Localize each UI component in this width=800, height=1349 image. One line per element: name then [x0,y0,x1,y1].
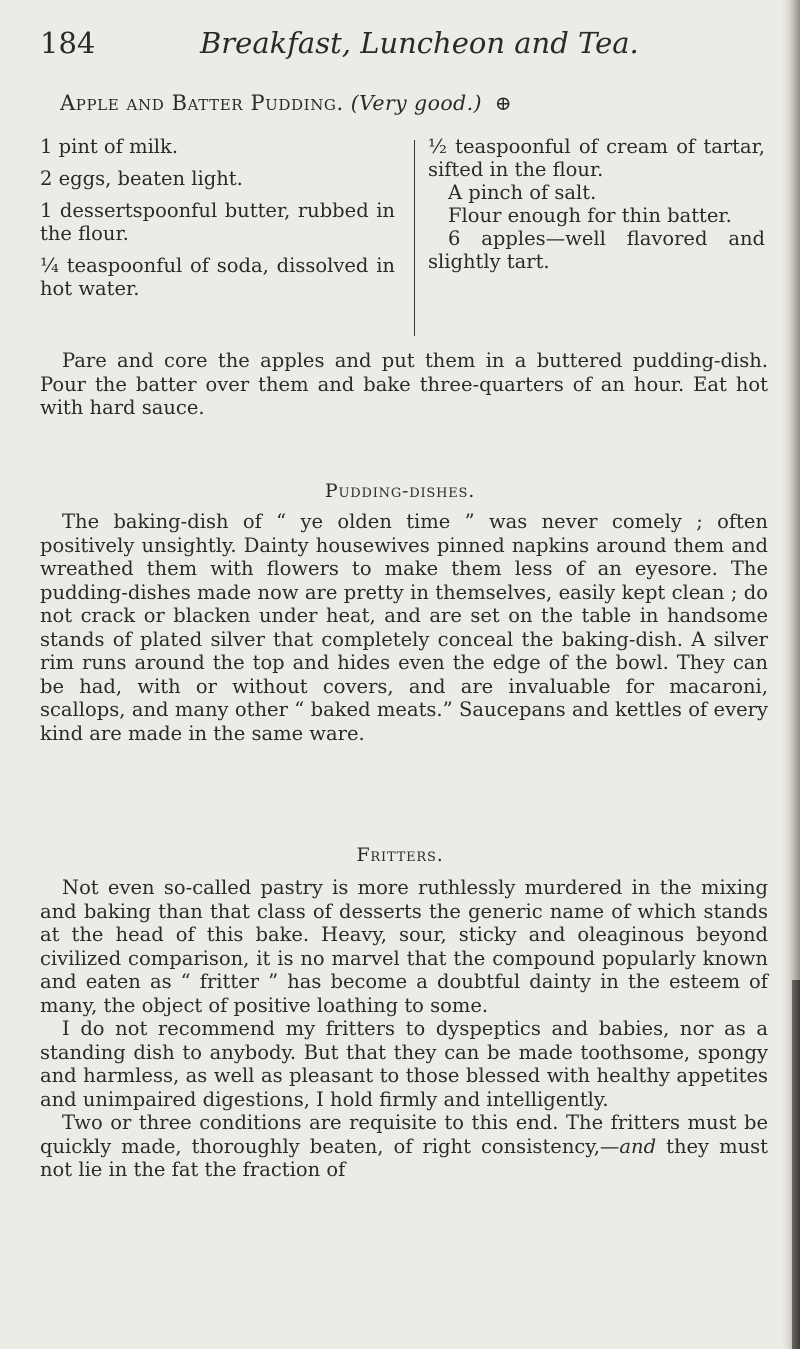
fritters-paragraph-3-start: Two or three conditions are requisite to this end. The fritters must be quickly made, thoroughly beaten, of right consistency,— [40,1111,768,1158]
fritters-paragraph-1: Not even so-called pastry is more ruthlessly murdered in the mixing and baking than that class of desserts the generic name of which stands at the head of this bake. Heavy, sour, sticky and oleaginous beyond civilized comparison, it is no marvel that the compound popularly known and eaten as “ fritter ” has become a doubtful dainty in the esteem of many, the object of positive loathing to some. [40,876,768,1017]
directions-paragraph: Pare and core the apples and put them in a buttered pudding-dish. Pour the batter over them and bake three-quarters of an hour. Eat hot with hard sauce. [40,349,768,419]
fritters-paragraph-3 [40,1111,768,1182]
section-heading-fritters: Fritters. [356,844,444,866]
ingredient-item: ¼ teaspoonful of soda, dissolved in hot water. [40,254,395,300]
recipe-title: Apple and Batter Pudding. [60,91,344,115]
ingredient-item: Flour enough for thin batter. [448,204,732,227]
recipe-symbol: ⊕ [494,91,512,115]
page-header [40,22,760,66]
column-divider [414,140,415,336]
recipe-note: (Very good.) [350,91,482,115]
ingredient-item: ½ teaspoonful of cream of tartar, sifted in the flour. [428,135,765,181]
page-number: 184 [40,26,96,60]
running-title: Breakfast, Luncheon and Tea. [200,26,639,60]
pudding-dishes-paragraph: The baking-dish of “ ye olden time ” was never comely ; often positively unsightly. Dainty housewives pinned napkins around them and wreathed them with flowers to make them less of an eyesore. The pudding-dishes made now are pretty in themselves, easily kept clean ; do not crack or blacken under heat, and are set on the table in handsome stands of plated silver that completely conceal the baking-dish. A silver rim runs around the top and hides even the edge of the bowl. They can be had, with or without covers, and are invaluable for macaroni, scallops, and many other “ baked meats.” Saucepans and kettles of every kind are made in the same ware. [40,510,768,745]
page-edge-dark [792,980,800,1349]
fritters-paragraph-2: I do not recommend my fritters to dyspeptics and babies, nor as a standing dish to anybody. But that they can be made toothsome, spongy and harmless, as well as pleasant to those blessed with healthy appetites and unimpaired digestions, I hold firmly and intelligently. [40,1017,768,1111]
fritters-section [40,876,768,1182]
ingredient-item: 1 dessertspoonful butter, rubbed in the flour. [40,199,395,245]
pudding-dishes-section [40,510,768,745]
ingredients-left-column [40,135,395,309]
section-heading-pudding-dishes: Pudding-dishes. [324,480,476,502]
fritters-paragraph-3-end: they must not lie in the fat the fraction of [40,1134,768,1181]
recipe-directions [40,349,768,420]
ingredient-item: A pinch of salt. [448,181,597,204]
ingredient-item: 2 eggs, beaten light. [40,167,243,190]
ingredients-right-column [428,135,765,273]
recipe-title-line [60,91,800,115]
fritters-paragraph-3-italic: and [619,1134,657,1158]
ingredient-item: 6 apples—well flavored and slightly tart. [428,227,765,273]
ingredient-item: 1 pint of milk. [40,135,179,158]
